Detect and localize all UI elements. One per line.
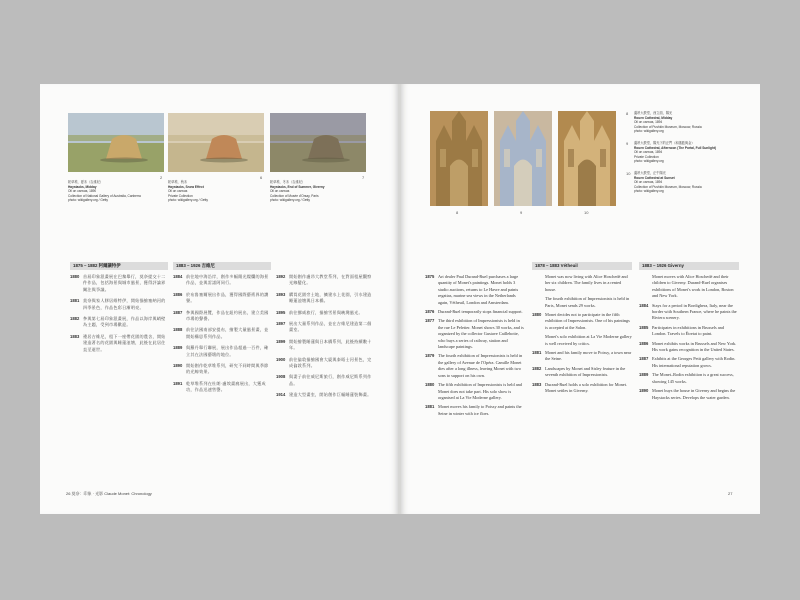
chronology-entry <box>276 321 372 334</box>
figure-number: 7 <box>362 175 365 180</box>
chronology-entry <box>173 381 271 394</box>
chronology-entry <box>173 274 271 287</box>
period-header: 1875 – 1882 阿爾讓特伊 <box>70 262 168 270</box>
caption-collection: Collection of Musée d'Orsay, Paris <box>270 193 319 198</box>
caption-medium: Oil on canvas, 1890 <box>68 189 97 194</box>
caption-zh-title: 盧昂大教堂，陽光下的正門（和諧藍與金） <box>634 141 695 145</box>
caption-credit: photo: wikigallery.org / Getty <box>168 198 208 203</box>
caption-detail: Oil on canvas, 1894 <box>634 150 663 155</box>
chronology-entry <box>425 318 525 350</box>
cathedral-painting <box>494 111 552 206</box>
chronology-entry <box>70 334 168 353</box>
entry-text: 購買花園旁土地，擴建水上花園，引水建造睡蓮池塘與日本橋。 <box>289 291 372 304</box>
chronology-entry <box>639 388 739 401</box>
entry-year: 1914 <box>276 392 286 398</box>
caption-detail: Oil on canvas, 1894 <box>634 120 663 125</box>
caption-zh-title: 盧昂大教堂，西立面，陽光 <box>634 111 673 115</box>
entry-text: The fourth exhibition of Impressionists is held in Paris, Monet sends 29 works. <box>545 296 630 308</box>
entry-text: 參與國際展覽，作品在紐約展出，建立美國市場的聲譽。 <box>186 309 269 322</box>
right-page-number: 27 <box>728 491 733 496</box>
entry-text: 參與第七屆印象派畫展，作品以海岸與峭壁為主題，受到市場歡迎。 <box>83 316 166 328</box>
caption-credit: photo: wikigallery.org <box>634 129 664 134</box>
entry-text: 前往倫敦描繪國會大廈與泰晤士河景色，完成倫敦系列。 <box>289 356 372 369</box>
entry-year: 1875 <box>425 274 435 279</box>
entry-year: 1882 <box>70 316 80 322</box>
chronology-entry <box>425 353 525 379</box>
chronology-column-en-1 <box>425 262 525 420</box>
caption-title: Rouen Cathedral at Sunset <box>634 175 675 180</box>
chronology-entry <box>276 292 372 305</box>
chronology-entry <box>639 303 739 322</box>
chronology-entry <box>532 366 632 379</box>
figure-number: 10 <box>584 210 589 215</box>
chronology-entry <box>532 350 632 363</box>
entry-text: 開始創作乾草堆系列，研究不同時間與季節的光線效果。 <box>186 363 269 375</box>
entry-year: 1887 <box>639 356 649 362</box>
entry-text: Monet moves with Alice Hoschedé and their children to Giverny. Durand-Ruel organises exhibitions of Monet's work in London, Boston and New York. <box>652 274 734 299</box>
entry-text: 開始創作盧昂大教堂系列，在對面租屋觀察光線變化。 <box>289 274 372 286</box>
entry-text: 與妻子前往威尼斯旅行，創作威尼斯系列作品。 <box>289 374 372 386</box>
entry-year: 1882 <box>532 365 542 371</box>
entry-year: 1883 <box>70 333 80 339</box>
cathedral-painting <box>430 111 488 206</box>
entry-text: Exhibits at the Georges Petit gallery with Rodin. His international reputation grows. <box>652 356 736 368</box>
chronology-entry <box>532 334 632 347</box>
caption-collection: Private Collection <box>168 193 193 198</box>
caption-title: Haystacks, Snow Effect <box>168 184 204 189</box>
caption-title: Haystacks, Midday <box>68 184 97 189</box>
caption-title: Rouen Cathedral, Afternoon (The Portal, Full Sunlight) <box>634 145 717 150</box>
entry-year: 1876 <box>425 309 435 315</box>
chronology-entry <box>173 292 271 305</box>
caption-zh-title: 乾草堆，夏末（吉維尼） <box>68 180 104 184</box>
entry-year: 1880 <box>425 382 435 388</box>
figure-caption <box>68 180 158 203</box>
chronology-column-zh-1 <box>70 262 168 358</box>
period-header: 1883 – 1926 Giverny <box>639 262 739 270</box>
entry-text: 前往地中海沿岸，創作多幅陽光燦爛的海景作品，並與雷諾阿同行。 <box>186 274 269 286</box>
chronology-entry <box>425 382 525 401</box>
entry-text: Monet buys the house in Giverny and begins the Haystacks series. Develops the water garden. <box>652 388 736 400</box>
entry-text: Monet and his family move to Poissy, a town near the Seine. <box>545 350 632 362</box>
chronology-entry <box>425 309 525 315</box>
chronology-entry <box>532 274 632 293</box>
entry-year: 1881 <box>70 298 80 304</box>
entry-text: 建造大型畫室，開始創作巨幅睡蓮裝飾畫。 <box>289 392 372 398</box>
entry-text: Monet was now living with Alice Hoschedé and her six children. The family lives in a rented house. <box>545 274 628 292</box>
chronology-entry <box>532 382 632 395</box>
entry-text: Durand-Ruel holds a solo exhibition for Monet. Monet settles in Giverny. <box>545 381 627 394</box>
entry-year: 1900 <box>276 356 286 362</box>
figure-number: 8 <box>456 210 459 215</box>
caption-number: 10 <box>626 171 631 176</box>
caption-collection: Collection of Pushkin Museum, Moscow, Russia <box>634 184 702 189</box>
entry-year <box>532 334 545 347</box>
entry-year: 1885 <box>639 324 649 330</box>
entry-year: 1895 <box>276 309 286 315</box>
entry-year: 1893 <box>276 291 286 297</box>
chronology-entry <box>173 327 271 340</box>
figure-caption <box>168 180 258 203</box>
chronology-column-en-3 <box>639 262 739 404</box>
entry-year: 1877 <box>425 318 435 324</box>
caption-medium: Oil on canvas <box>168 189 188 194</box>
haystack-painting <box>68 113 164 172</box>
entry-year <box>532 296 545 309</box>
chronology-entry <box>173 310 271 323</box>
chronology-entry <box>276 357 372 370</box>
chronology-entry <box>70 316 168 329</box>
chronology-entry <box>532 312 632 331</box>
entry-year: 1897 <box>276 321 286 327</box>
chronology-entry <box>70 274 168 293</box>
caption-collection: Collection of National Gallery of Australia, Canberra <box>68 193 141 198</box>
painting-caption <box>634 111 744 134</box>
chronology-entry <box>276 339 372 352</box>
entry-year: 1899 <box>276 338 286 344</box>
entry-text: 展出大量系列作品，並在吉維尼建造第二個畫室。 <box>289 321 372 333</box>
entry-year <box>639 274 652 300</box>
entry-year: 1888 <box>173 327 183 333</box>
caption-number: 9 <box>626 141 629 146</box>
chronology-entry <box>276 392 372 398</box>
caption-medium: Oil on canvas <box>270 189 290 194</box>
entry-year: 1881 <box>532 350 542 356</box>
figure-caption <box>270 180 360 203</box>
chronology-entry <box>276 274 372 287</box>
chronology-column-en-2 <box>532 262 632 398</box>
painting-caption <box>634 171 744 194</box>
haystack-painting <box>270 113 366 172</box>
entry-year: 1890 <box>173 363 183 369</box>
entry-text: Monet decides not to participate in the fifth exhibition of Impressionists. One of his paintings is accepted at the Salon. <box>545 312 630 330</box>
entry-year <box>532 274 545 293</box>
entry-text: Participates in exhibitions in Brussels and London. Travels to Étretat to paint. <box>652 324 724 337</box>
caption-collection: Collection of Pushkin Museum, Moscow, Russia <box>634 124 702 129</box>
caption-collection: Private Collection <box>634 154 659 159</box>
entry-text: 遷居吉維尼，租下一座帶花園的農舍，開始建造著名的花園與睡蓮池塘，此後在此居住直至逝世。 <box>83 333 166 352</box>
caption-credit: photo: wikigallery.org / Getty <box>270 198 310 203</box>
entry-year: 1880 <box>532 312 542 318</box>
entry-text: 與羅丹舉行聯展，展出作品超過一百件，確立其在法國藝壇的地位。 <box>186 345 269 357</box>
caption-detail: Oil on canvas, 1894 <box>634 180 663 185</box>
entry-year: 1880 <box>70 274 80 279</box>
chronology-entry <box>425 404 525 417</box>
left-page-footer: 26 莫奈：印象 · 光影 Claude Monet: Chronology <box>66 491 152 496</box>
figure-number: 2 <box>160 175 163 180</box>
chronology-entry <box>639 325 739 338</box>
entry-text: The third exhibition of Impressionists is held in the rue Le Peletier. Monet shows 30 works, and is organized by the collector Gustave Caillebotte, who buys a series of railway, station and landscape paintings. <box>438 318 524 350</box>
entry-year: 1891 <box>173 380 183 386</box>
period-header: 1883 – 1926 吉維尼 <box>173 262 271 270</box>
caption-title: Rouen Cathedral, Midday <box>634 115 673 120</box>
cathedral-painting <box>558 111 616 206</box>
entry-text: The Monet–Rodin exhibition is a great success, showing 145 works. <box>652 372 734 384</box>
painting-caption <box>634 141 744 164</box>
caption-number: 8 <box>626 111 629 116</box>
entry-text: 前往法國南部安提布，繪製大量風景畫，並開始構思系列作品。 <box>186 327 269 339</box>
caption-zh-title: 乾草堆，冬末（吉維尼） <box>270 180 306 184</box>
entry-text: Art dealer Paul Durand-Ruel purchases a large quantity of Monet's paintings. Monet holds 3 studio auctions, returns to Le Havre and paints regattas, marine sea views in the Netherlands again, Vétheuil, London and Amsterdam. <box>438 274 519 305</box>
entry-text: 首屆印象派畫展在巴黎舉行，莫奈提交十二件作品，包括海景與城市風景，獲得評論界關注與爭議。 <box>83 274 166 292</box>
chronology-entry <box>425 274 525 306</box>
caption-credit: photo: wikigallery.org <box>634 189 664 194</box>
entry-text: Landscapes by Monet and Sisley feature in the seventh exhibition of Impressionists. <box>545 365 626 378</box>
entry-year: 1886 <box>639 340 649 346</box>
entry-year: 1884 <box>639 302 649 308</box>
entry-year: 1883 <box>532 381 542 387</box>
entry-text: The fifth exhibition of Impressionists is held and Monet does not take part. His solo show is organised at La Vie Moderne gallery. <box>438 382 522 400</box>
entry-year: 1889 <box>173 345 183 351</box>
entry-year: 1886 <box>173 291 183 297</box>
entry-text: Durand-Ruel temporarily stops financial support. <box>438 309 523 315</box>
entry-text: Monet's solo exhibition at La Vie Moderne gallery is well received by critics. <box>545 334 632 346</box>
chronology-entry <box>532 296 632 309</box>
chronology-entry <box>639 372 739 385</box>
figure-number: 6 <box>260 175 263 180</box>
chronology-entry <box>173 363 271 376</box>
entry-text: Monet moves his family to Poissy and paints the Seine in winter with ice floes. <box>438 404 522 416</box>
chronology-entry <box>639 274 739 300</box>
entry-year: 1881 <box>425 404 435 410</box>
chronology-entry <box>639 341 739 354</box>
chronology-entry <box>70 298 168 311</box>
entry-year: 1884 <box>173 274 183 279</box>
chronology-entry <box>276 310 372 316</box>
entry-year: 1892 <box>276 274 286 279</box>
entry-text: 於布魯塞爾展出作品，獲得國際藝術界的讚譽。 <box>186 291 269 304</box>
entry-text: 莫奈與家人移居維特伊，開始描繪塞納河的四季景色，作品色彩日漸明亮。 <box>83 298 166 310</box>
entry-year: 1889 <box>639 372 649 378</box>
chronology-entry <box>173 345 271 358</box>
entry-text: Monet exhibits works in Brussels and New York. His work gains recognition in the United States. <box>652 340 737 353</box>
caption-credit: photo: wikigallery.org / Getty <box>68 198 108 203</box>
chronology-entry <box>639 356 739 369</box>
chronology-column-zh-2 <box>173 262 271 399</box>
entry-year: 1887 <box>173 309 183 315</box>
entry-text: Stays for a period in Bordighera, Italy, near the border with Southern France, where he paints the Riviera scenery. <box>652 302 737 321</box>
entry-text: 開始繪製睡蓮與日本橋系列，此後持續數十年。 <box>289 338 372 351</box>
caption-zh-title: 乾草堆，秋末 <box>168 180 188 184</box>
period-header: 1878 – 1883 Vétheuil <box>532 262 632 270</box>
entry-text: 前往挪威旅行，描繪雪景與峽灣風光。 <box>289 309 363 315</box>
figure-number: 9 <box>520 210 523 215</box>
chronology-entry <box>276 374 372 387</box>
caption-credit: photo: wikigallery.org <box>634 159 664 164</box>
entry-year: 1890 <box>639 388 649 394</box>
entry-text: 乾草堆系列在杜朗·盧埃畫廊展出，大獲成功，作品迅速售罄。 <box>186 380 266 393</box>
caption-zh-title: 盧昂大教堂，正午陽光 <box>634 171 666 175</box>
caption-title: Haystacks, End of Summer, Giverny <box>270 184 325 189</box>
haystack-painting <box>168 113 264 172</box>
chronology-column-zh-3 <box>276 262 372 404</box>
entry-year: 1908 <box>276 374 286 380</box>
entry-text: The fourth exhibition of Impressionists is held in the gallery of Avenue de l'Opéra. Camille Monet dies after a long illness, leaving Monet with two sons to support on his own. <box>438 353 523 378</box>
entry-year: 1879 <box>425 353 435 359</box>
